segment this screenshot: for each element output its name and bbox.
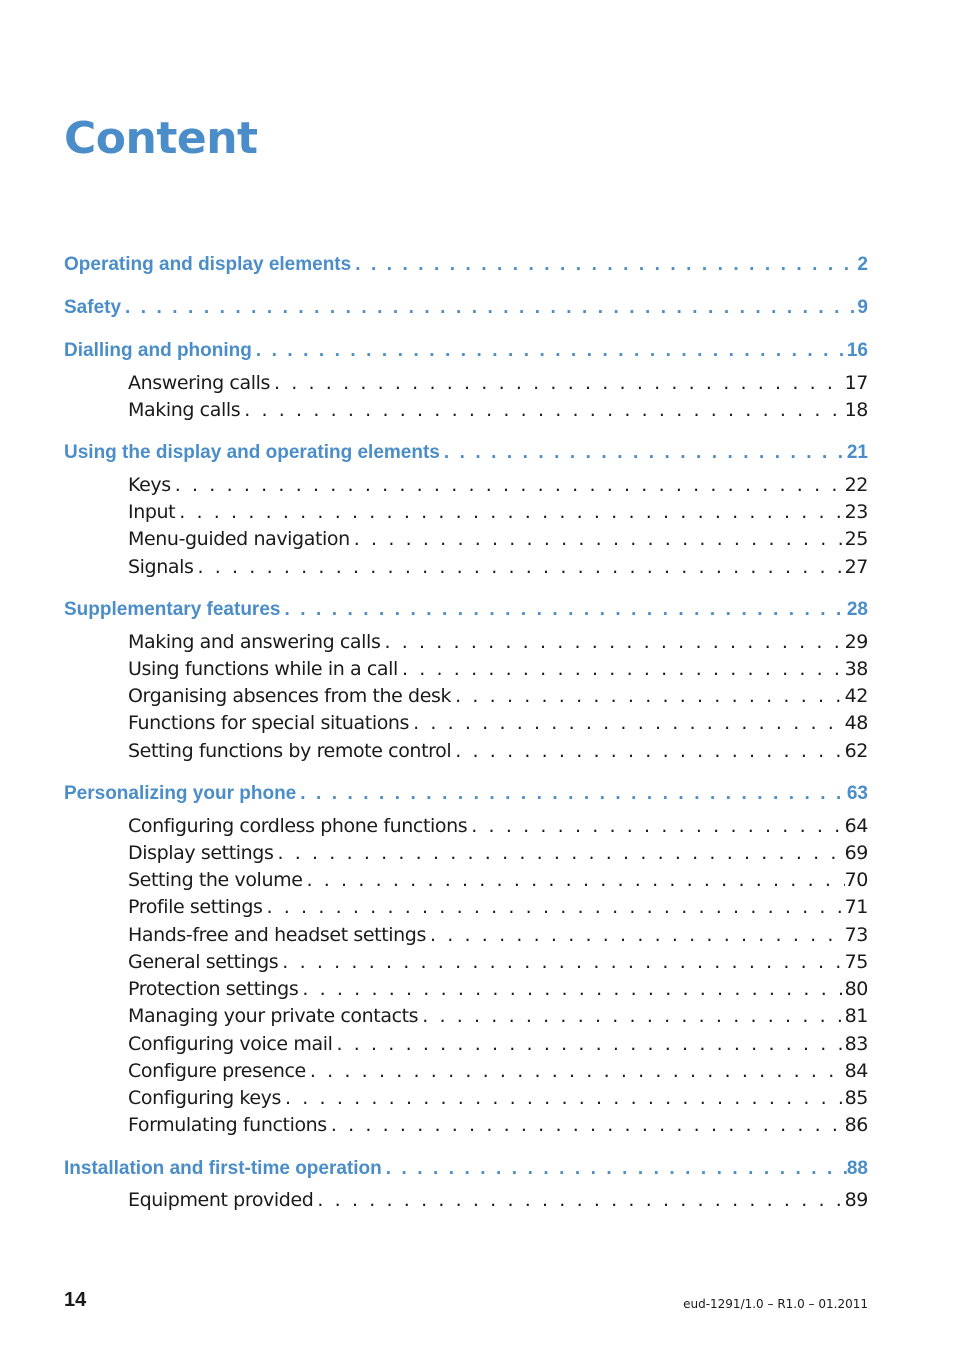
toc-leader-dots bbox=[175, 499, 844, 525]
toc-entry-page: 89 bbox=[844, 1189, 868, 1211]
toc-entry-label: Configuring cordless phone functions bbox=[128, 815, 468, 837]
toc-section-label: Installation and first-time operation bbox=[64, 1158, 382, 1179]
toc-entry[interactable] bbox=[128, 683, 868, 709]
toc-entry[interactable] bbox=[128, 629, 868, 655]
toc-entry-label: Making calls bbox=[128, 399, 241, 421]
toc-leader-dots bbox=[451, 683, 844, 709]
toc-entry-page: 42 bbox=[844, 685, 868, 707]
toc-leader-dots bbox=[171, 472, 845, 498]
toc-entry-label: Configure presence bbox=[128, 1060, 306, 1082]
page-number: 14 bbox=[64, 1289, 87, 1311]
toc-section-label: Operating and display elements bbox=[64, 254, 352, 275]
toc-entry-page: 80 bbox=[844, 978, 868, 1000]
toc-section-label: Safety bbox=[64, 297, 122, 318]
toc-leader-dots bbox=[313, 1187, 844, 1213]
page-title: Content bbox=[64, 113, 258, 164]
toc-entry[interactable] bbox=[128, 472, 868, 498]
toc-leader-dots bbox=[252, 338, 847, 364]
toc-section[interactable] bbox=[64, 440, 868, 466]
toc-leader-dots bbox=[281, 1085, 845, 1111]
toc-leader-dots bbox=[298, 976, 844, 1002]
toc-entry-label: Signals bbox=[128, 556, 194, 578]
toc-section-page: 2 bbox=[857, 254, 868, 275]
toc-entry[interactable] bbox=[128, 1031, 868, 1057]
toc-leader-dots bbox=[273, 840, 844, 866]
toc-entry-page: 17 bbox=[844, 372, 868, 394]
toc-leader-dots bbox=[380, 629, 844, 655]
toc-entry-label: General settings bbox=[128, 951, 279, 973]
toc-leader-dots bbox=[451, 738, 844, 764]
toc-entry-label: Managing your private contacts bbox=[128, 1005, 419, 1027]
toc-entry-label: Organising absences from the desk bbox=[128, 685, 452, 707]
toc-leader-dots bbox=[121, 295, 857, 321]
toc-section-label: Dialling and phoning bbox=[64, 340, 252, 361]
toc-section-label: Personalizing your phone bbox=[64, 783, 297, 804]
toc-leader-dots bbox=[296, 781, 847, 807]
toc-section[interactable] bbox=[64, 597, 868, 623]
toc-entry-page: 25 bbox=[844, 528, 868, 550]
toc-entry[interactable] bbox=[128, 710, 868, 736]
toc-leader-dots bbox=[440, 440, 847, 466]
toc-entry[interactable] bbox=[128, 499, 868, 525]
toc-leader-dots bbox=[426, 922, 845, 948]
toc-entry-page: 81 bbox=[844, 1005, 868, 1027]
toc-entry-page: 83 bbox=[844, 1033, 868, 1055]
toc-entry[interactable] bbox=[128, 370, 868, 396]
toc-section-page: 88 bbox=[846, 1158, 868, 1179]
toc-entry[interactable] bbox=[128, 1003, 868, 1029]
toc-leader-dots bbox=[327, 1112, 845, 1138]
toc-leader-dots bbox=[306, 1058, 845, 1084]
toc-entry[interactable] bbox=[128, 526, 868, 552]
toc-entry-label: Setting functions by remote control bbox=[128, 740, 452, 762]
toc-section-page: 9 bbox=[857, 297, 868, 318]
toc-entry-page: 38 bbox=[844, 658, 868, 680]
toc-section-page: 63 bbox=[846, 783, 868, 804]
toc-leader-dots bbox=[280, 597, 846, 623]
toc-entry-label: Equipment provided bbox=[128, 1189, 314, 1211]
toc-entry-label: Profile settings bbox=[128, 896, 263, 918]
toc-entry-label: Formulating functions bbox=[128, 1114, 327, 1136]
toc-leader-dots bbox=[332, 1031, 844, 1057]
toc-entry[interactable] bbox=[128, 554, 868, 580]
toc-entry-page: 23 bbox=[844, 501, 868, 523]
toc-entry-page: 62 bbox=[844, 740, 868, 762]
toc-section-label: Supplementary features bbox=[64, 599, 281, 620]
toc-leader-dots bbox=[351, 252, 857, 278]
toc-leader-dots bbox=[398, 656, 845, 682]
toc-entry-label: Keys bbox=[128, 474, 171, 496]
toc-entry-page: 71 bbox=[844, 896, 868, 918]
toc-entry-label: Display settings bbox=[128, 842, 274, 864]
toc-entry-label: Configuring keys bbox=[128, 1087, 281, 1109]
toc-entry[interactable] bbox=[128, 922, 868, 948]
toc-entry[interactable] bbox=[128, 656, 868, 682]
toc-entry-page: 70 bbox=[844, 869, 868, 891]
toc-entry-page: 48 bbox=[844, 712, 868, 734]
toc-leader-dots bbox=[350, 526, 845, 552]
toc-leader-dots bbox=[409, 710, 845, 736]
toc-section[interactable] bbox=[64, 781, 868, 807]
toc-entry-page: 73 bbox=[844, 924, 868, 946]
toc-entry[interactable] bbox=[128, 397, 868, 423]
toc-leader-dots bbox=[278, 949, 844, 975]
toc-entry-page: 64 bbox=[844, 815, 868, 837]
toc-entry-page: 18 bbox=[844, 399, 868, 421]
toc-entry[interactable] bbox=[128, 738, 868, 764]
toc-entry-label: Using functions while in a call bbox=[128, 658, 398, 680]
toc-entry-label: Answering calls bbox=[128, 372, 270, 394]
toc-section[interactable] bbox=[64, 1156, 868, 1182]
toc-entry[interactable] bbox=[128, 949, 868, 975]
toc-entry[interactable] bbox=[128, 976, 868, 1002]
toc-section-page: 21 bbox=[846, 442, 868, 463]
document-id: eud-1291/1.0 – R1.0 – 01.2011 bbox=[683, 1297, 868, 1311]
toc-entry-label: Setting the volume bbox=[128, 869, 303, 891]
toc-leader-dots bbox=[240, 397, 844, 423]
toc-entry-page: 85 bbox=[844, 1087, 868, 1109]
toc-section[interactable] bbox=[64, 338, 868, 364]
toc-entry[interactable] bbox=[128, 867, 868, 893]
toc-section-page: 16 bbox=[846, 340, 868, 361]
toc-entry-label: Making and answering calls bbox=[128, 631, 381, 653]
toc-leader-dots bbox=[302, 867, 844, 893]
toc-leader-dots bbox=[418, 1003, 844, 1029]
toc-entry-page: 69 bbox=[844, 842, 868, 864]
toc-entry-label: Input bbox=[128, 501, 176, 523]
toc-section-page: 28 bbox=[846, 599, 868, 620]
toc-entry-label: Functions for special situations bbox=[128, 712, 410, 734]
toc-leader-dots bbox=[382, 1156, 847, 1182]
toc-section-label: Using the display and operating elements bbox=[64, 442, 440, 463]
toc-entry[interactable] bbox=[128, 1187, 868, 1213]
toc-entry[interactable] bbox=[128, 813, 868, 839]
toc-section[interactable] bbox=[64, 295, 868, 321]
toc-entry[interactable] bbox=[128, 1058, 868, 1084]
toc-leader-dots bbox=[467, 813, 844, 839]
toc-entry-label: Hands-free and headset settings bbox=[128, 924, 426, 946]
toc-entry-page: 29 bbox=[844, 631, 868, 653]
toc-entry-label: Protection settings bbox=[128, 978, 299, 1000]
toc-section[interactable] bbox=[64, 252, 868, 278]
toc-entry-page: 75 bbox=[844, 951, 868, 973]
toc-entry[interactable] bbox=[128, 894, 868, 920]
toc-entry-page: 27 bbox=[844, 556, 868, 578]
toc-leader-dots bbox=[193, 554, 844, 580]
toc-entry-label: Configuring voice mail bbox=[128, 1033, 333, 1055]
toc-entry[interactable] bbox=[128, 840, 868, 866]
toc-entry-label: Menu-guided navigation bbox=[128, 528, 350, 550]
toc-entry[interactable] bbox=[128, 1112, 868, 1138]
toc-leader-dots bbox=[263, 894, 845, 920]
toc-entry-page: 22 bbox=[844, 474, 868, 496]
toc-entry-page: 84 bbox=[844, 1060, 868, 1082]
toc-leader-dots bbox=[270, 370, 845, 396]
toc-entry[interactable] bbox=[128, 1085, 868, 1111]
toc-entry-page: 86 bbox=[844, 1114, 868, 1136]
